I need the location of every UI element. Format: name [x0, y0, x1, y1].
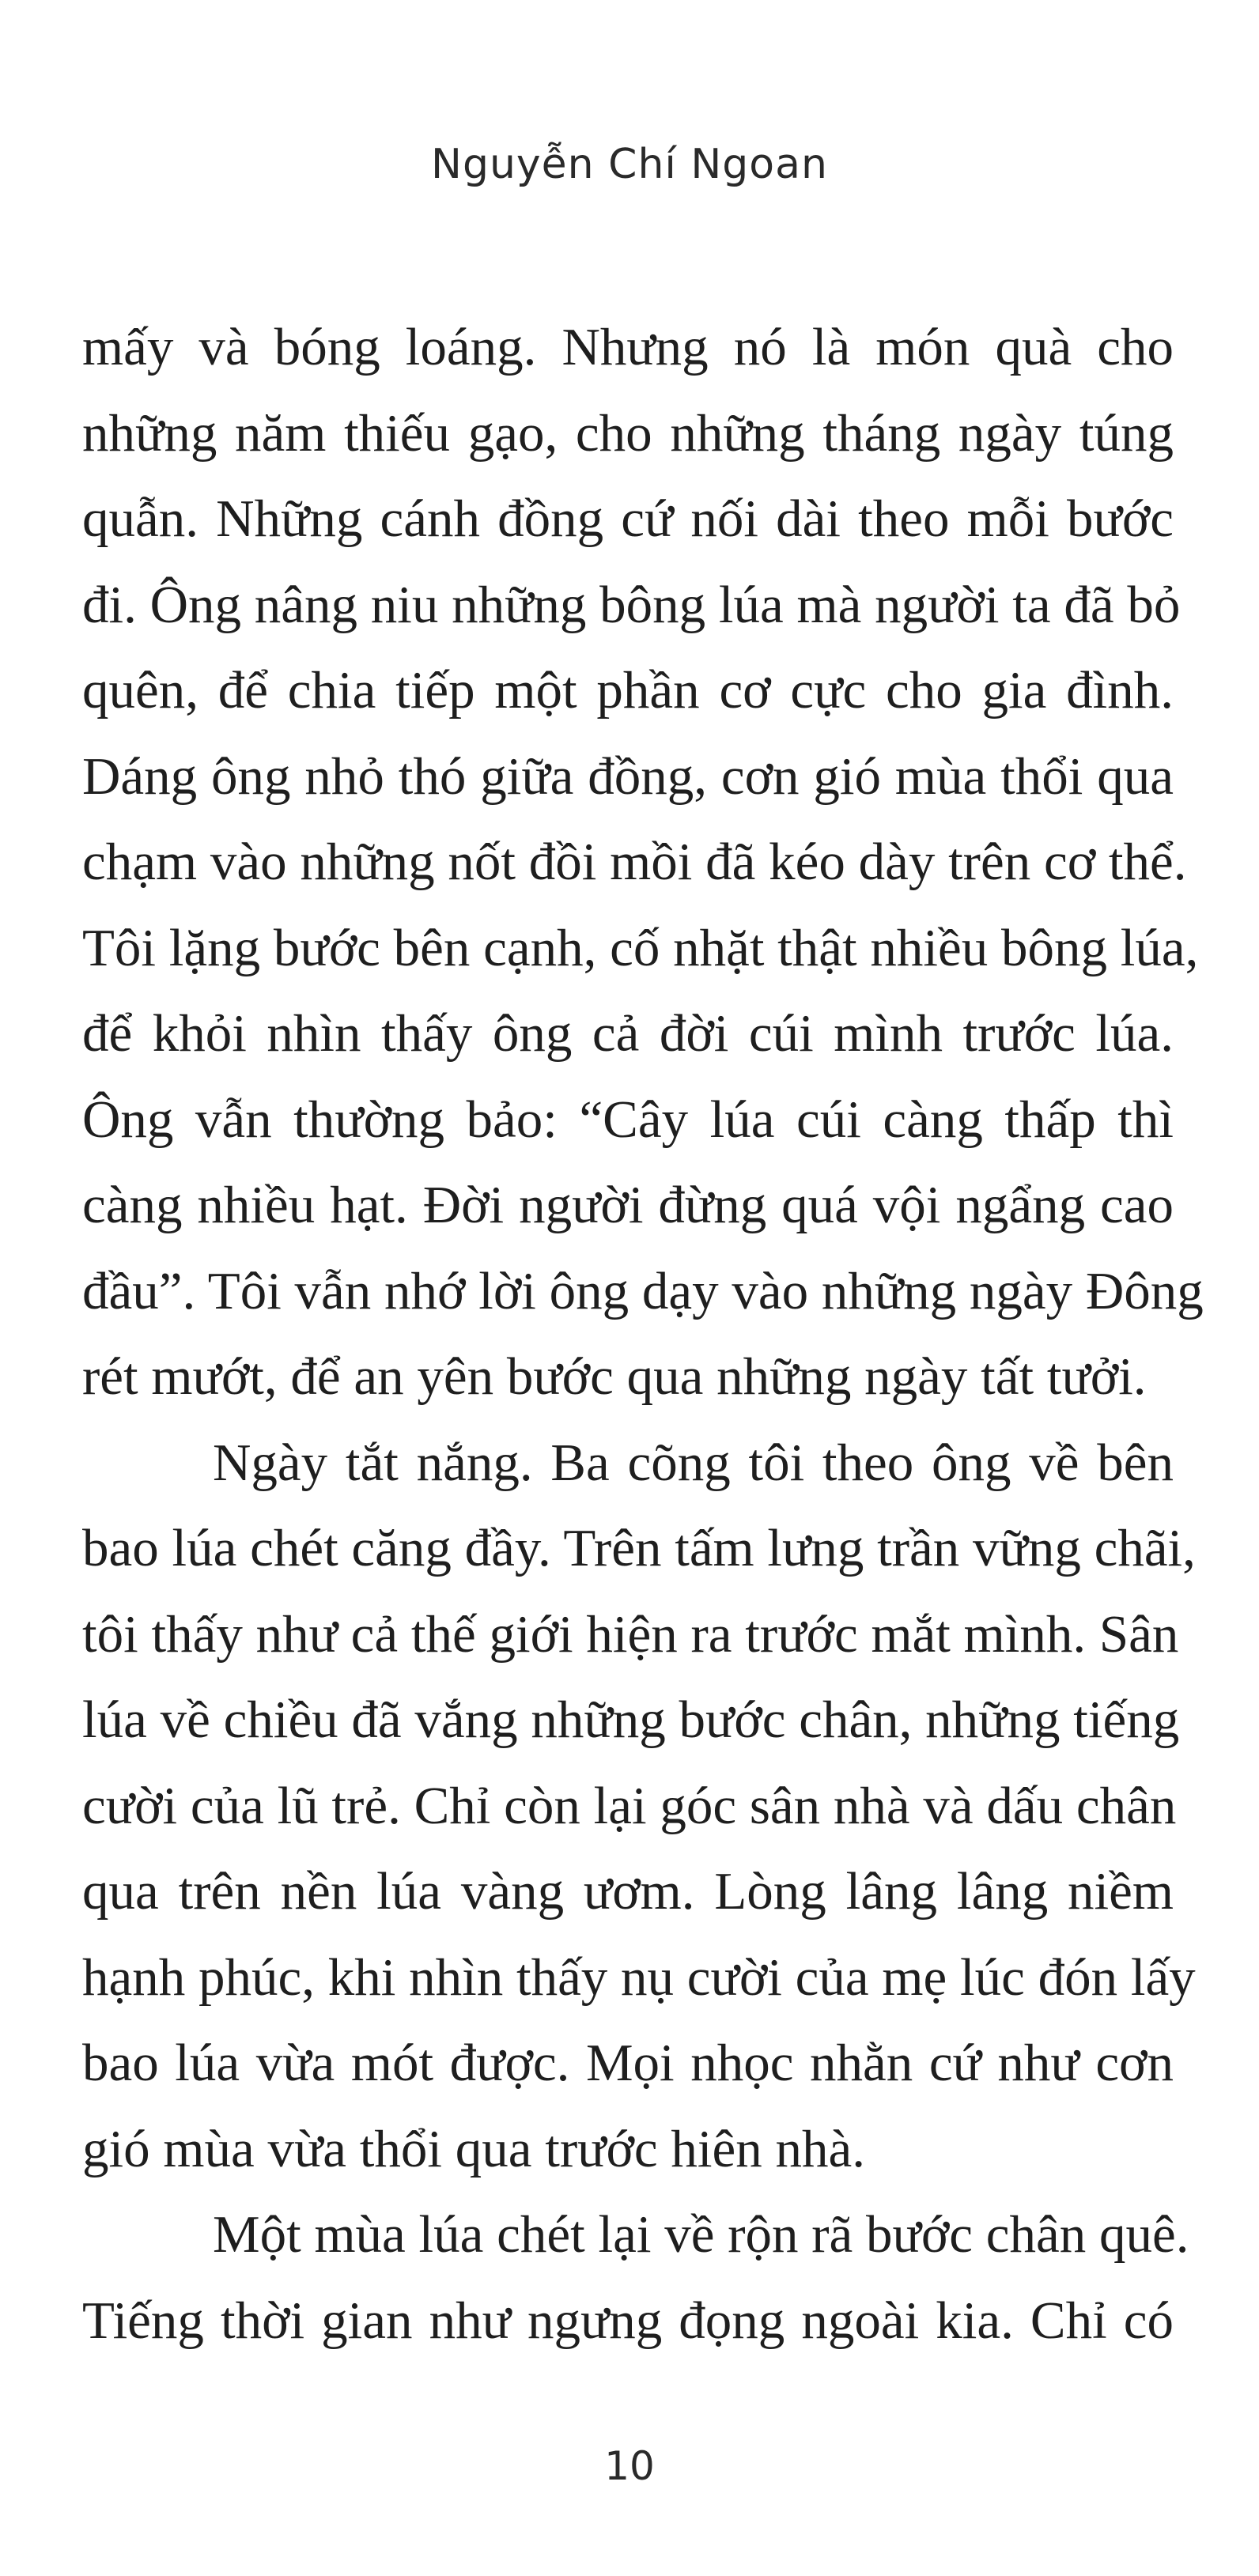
text-line: càng nhiều hạt. Đời người đừng quá vội ngẩng cao	[82, 1176, 1174, 1234]
text-line: gió mùa vừa thổi qua trước hiên nhà.	[82, 2119, 865, 2178]
text-line: Ông vẫn thường bảo: “Cây lúa cúi càng thấp thì	[82, 1090, 1174, 1149]
text-line: lúa về chiều đã vắng những bước chân, những tiếng	[82, 1690, 1180, 1749]
text-line: Tôi lặng bước bên cạnh, cố nhặt thật nhiều bông lúa,	[82, 918, 1199, 977]
body-text	[82, 304, 1204, 2363]
text-line: để khỏi nhìn thấy ông cả đời cúi mình trước lúa.	[82, 1004, 1174, 1063]
text-line: rét mướt, để an yên bước qua những ngày tất tưởi.	[82, 1347, 1147, 1406]
text-line: đi. Ông nâng niu những bông lúa mà người ta đã bỏ	[82, 575, 1181, 634]
text-line: cười của lũ trẻ. Chỉ còn lại góc sân nhà và dấu chân	[82, 1776, 1177, 1835]
text-line: mấy và bóng loáng. Nhưng nó là món quà cho	[82, 318, 1174, 376]
text-line: những năm thiếu gạo, cho những tháng ngày túng	[82, 403, 1174, 463]
text-line: chạm vào những nốt đồi mồi đã kéo dày trên cơ thể.	[82, 833, 1187, 891]
text-line: Dáng ông nhỏ thó giữa đồng, cơn gió mùa thổi qua	[82, 746, 1174, 806]
text-line: quẫn. Những cánh đồng cứ nối dài theo mỗi bước	[82, 489, 1174, 548]
running-header-author: Nguyễn Chí Ngoan	[431, 141, 828, 188]
paragraph	[82, 1420, 1196, 2193]
paragraph	[82, 2192, 1189, 2363]
text-line: tôi thấy như cả thế giới hiện ra trước mắt mình. Sân	[82, 1604, 1179, 1664]
text-line: qua trên nền lúa vàng ươm. Lòng lâng lâng niềm	[82, 1862, 1174, 1921]
text-line: đầu”. Tôi vẫn nhớ lời ông dạy vào những ngày Đông	[82, 1261, 1204, 1320]
text-line: Tiếng thời gian như ngưng đọng ngoài kia. Chỉ có	[82, 2291, 1174, 2350]
text-line: bao lúa vừa mót được. Mọi nhọc nhằn cứ như cơn	[82, 2034, 1174, 2092]
text-line: Một mùa lúa chét lại về rộn rã bước chân quê.	[213, 2205, 1189, 2264]
text-line: bao lúa chét căng đầy. Trên tấm lưng trần vững chãi,	[82, 1519, 1196, 1577]
text-line: quên, để chia tiếp một phần cơ cực cho gia đình.	[82, 661, 1174, 720]
text-line: Ngày tắt nắng. Ba cõng tôi theo ông về bên	[213, 1433, 1174, 1492]
page-number: 10	[604, 2443, 655, 2489]
text-line: hạnh phúc, khi nhìn thấy nụ cười của mẹ lúc đón lấy	[82, 1947, 1196, 2007]
paragraph	[82, 304, 1204, 1420]
